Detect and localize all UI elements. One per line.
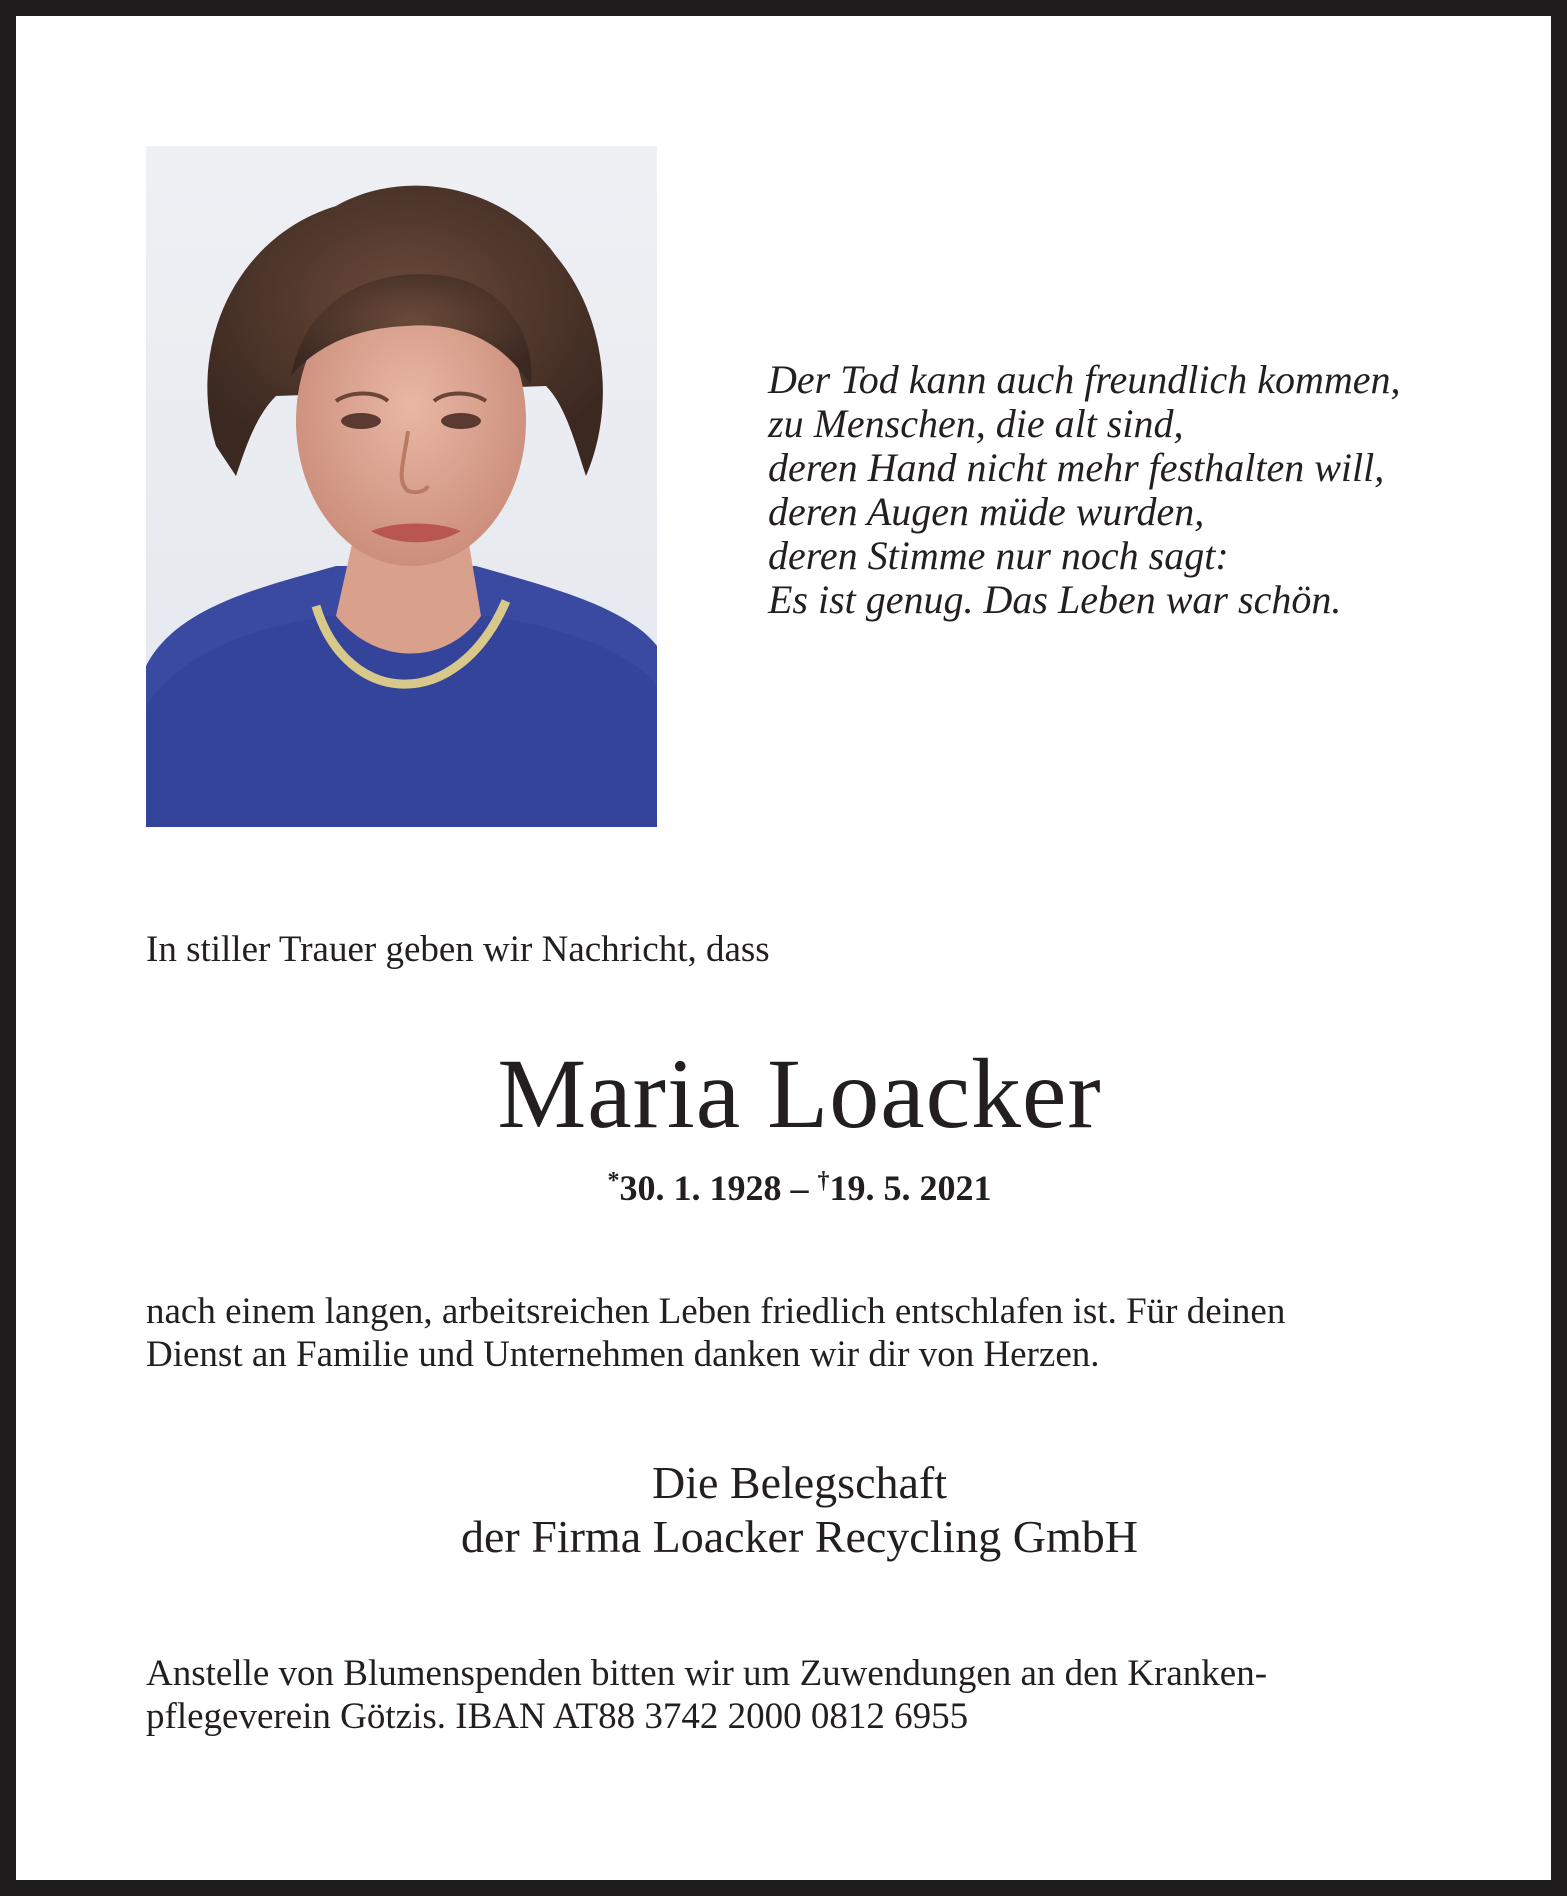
date-separator: –	[781, 1168, 818, 1208]
deceased-name: Maria Loacker	[497, 1038, 1102, 1149]
death-symbol: †	[817, 1168, 830, 1194]
signature-line-2: der Firma Loacker Recycling GmbH	[461, 1511, 1138, 1562]
birth-date: 30. 1. 1928	[619, 1168, 782, 1208]
signature-line-1: Die Belegschaft	[651, 1457, 948, 1508]
body-text	[146, 1290, 1476, 1376]
poem-line: Es ist genug. Das Leben war schön.	[768, 577, 1342, 622]
poem-line: deren Augen müde wurden,	[768, 489, 1205, 534]
donation-note	[146, 1652, 1476, 1738]
birth-symbol: *	[607, 1168, 620, 1194]
footer-line: Anstelle von Blumenspenden bitten wir um Zuwendungen an den Kranken-	[146, 1653, 1268, 1694]
poem-line: deren Stimme nur noch sagt:	[768, 533, 1229, 578]
death-date: 19. 5. 2021	[829, 1168, 992, 1208]
poem-line: zu Menschen, die alt sind,	[768, 401, 1184, 446]
body-line: nach einem langen, arbeitsreichen Leben friedlich entschlafen ist. Für deinen	[146, 1291, 1286, 1332]
portrait-image	[146, 146, 657, 827]
signature	[16, 1456, 1567, 1564]
footer-line: pflegeverein Götzis. IBAN AT88 3742 2000 0812 6955	[146, 1696, 969, 1737]
poem-line: Der Tod kann auch freundlich kommen,	[768, 357, 1401, 402]
poem-line: deren Hand nicht mehr festhalten will,	[768, 445, 1385, 490]
poem	[768, 358, 1488, 622]
portrait-photo	[146, 146, 657, 827]
life-dates	[16, 1156, 1567, 1213]
intro-text: In stiller Trauer geben wir Nachricht, dass	[146, 929, 770, 970]
body-line: Dienst an Familie und Unternehmen danken wir dir von Herzen.	[146, 1334, 1100, 1375]
